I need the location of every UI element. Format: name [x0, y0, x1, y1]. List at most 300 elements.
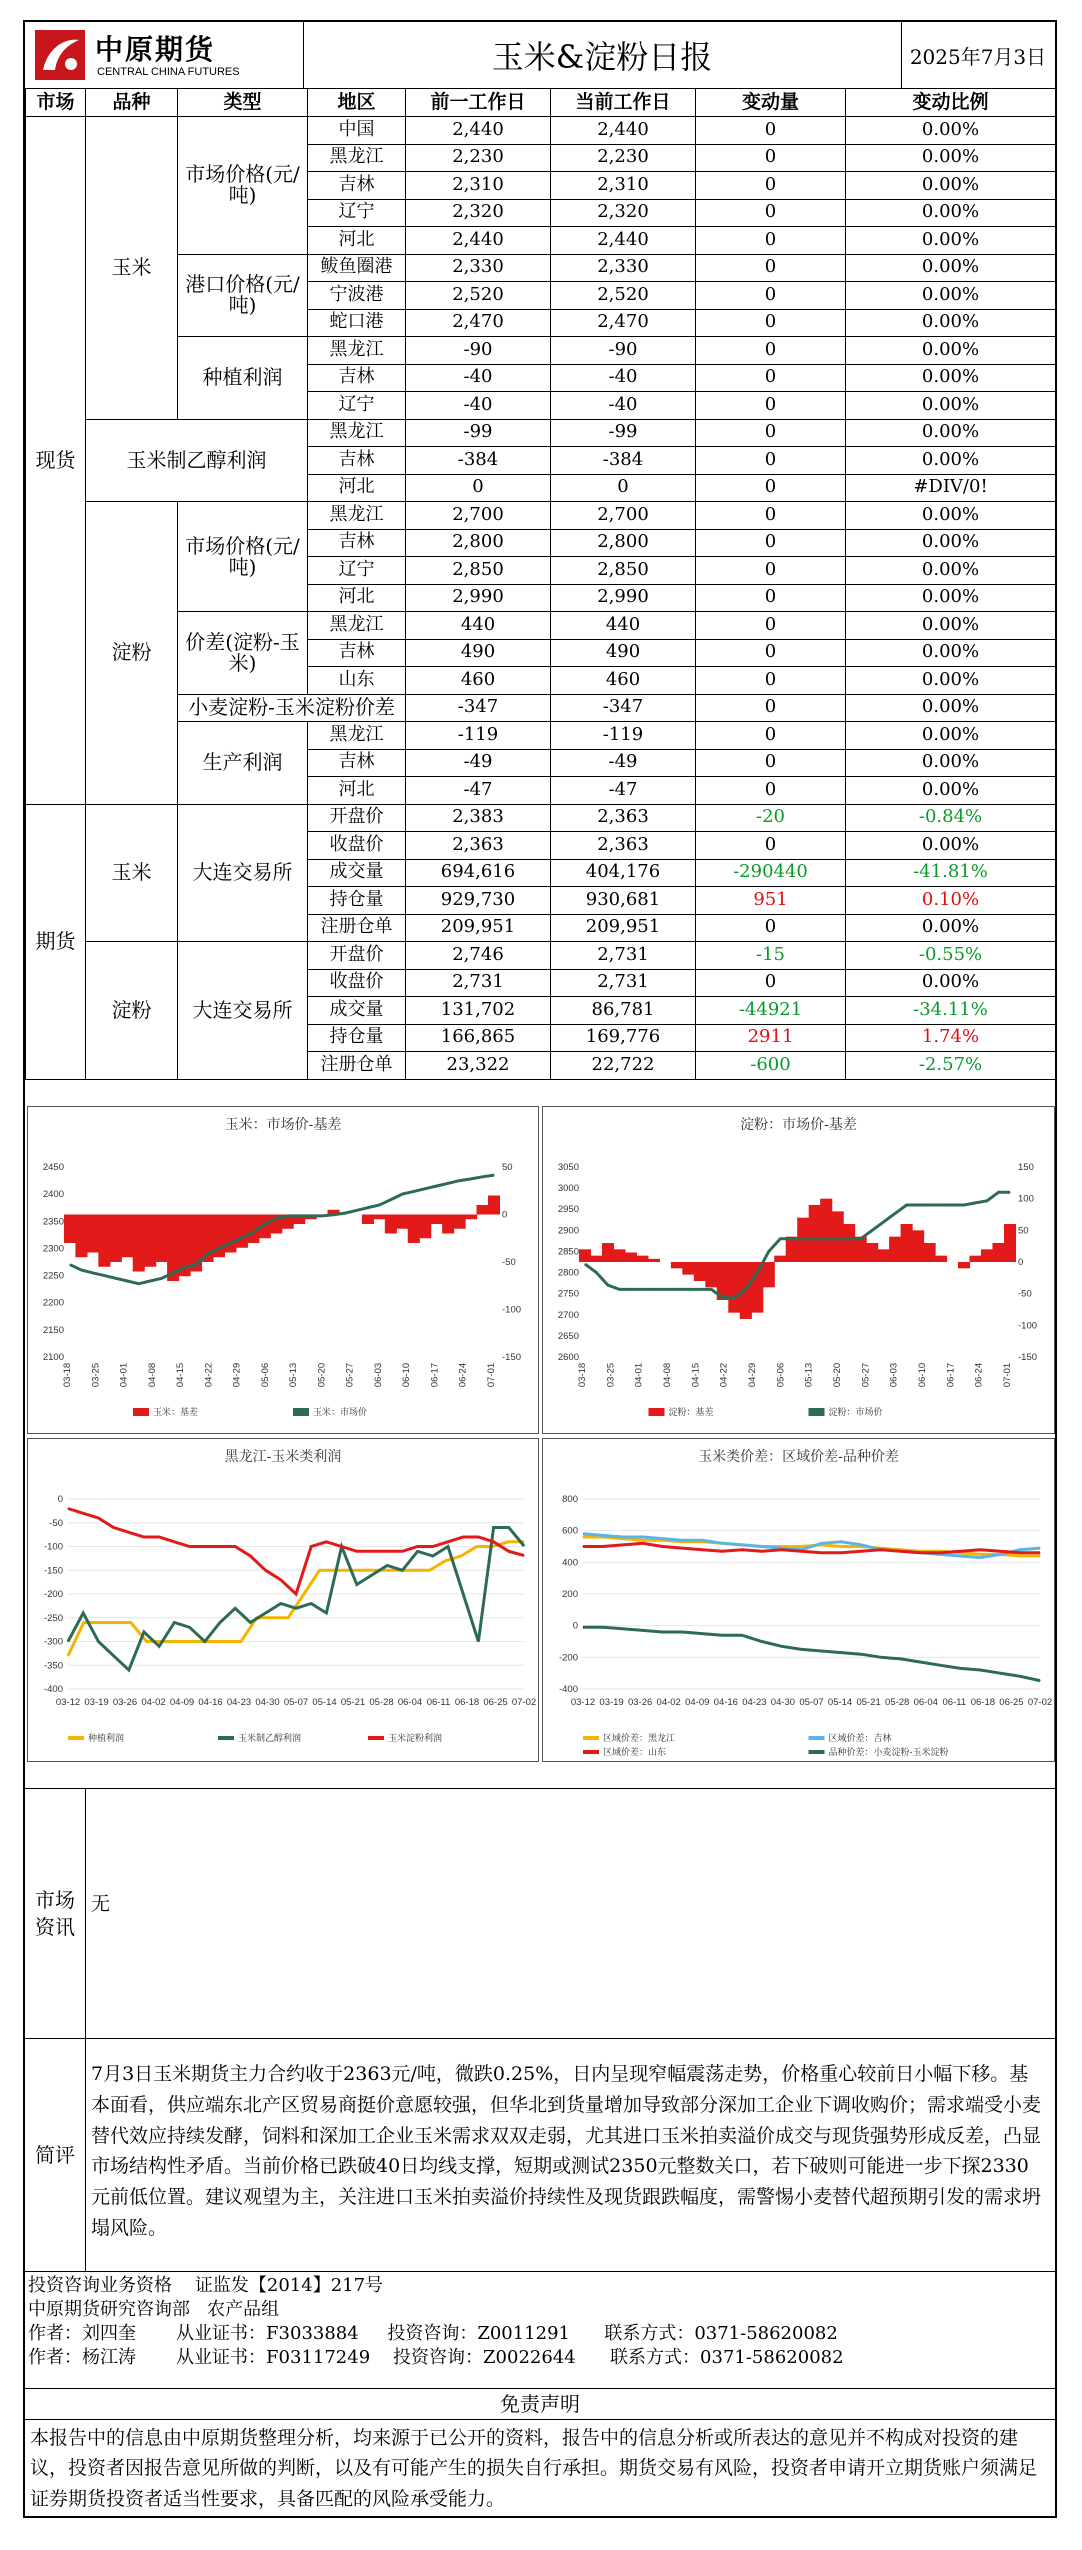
- legend-swatch: [368, 1736, 384, 1740]
- value-cell: 0: [696, 419, 846, 447]
- basis-area-bar: [981, 1249, 993, 1262]
- x-tick: 06-10: [401, 1362, 413, 1388]
- series-point: [1020, 1676, 1021, 1677]
- legend-label: 品种价差：小麦淀粉-玉米淀粉: [828, 1747, 949, 1757]
- y-left-tick: 2150: [42, 1324, 64, 1336]
- x-tick: 04-02: [141, 1697, 166, 1708]
- value-cell: 2,850: [406, 557, 551, 585]
- basis-area-bar: [477, 1205, 489, 1215]
- price-point: [860, 1238, 861, 1239]
- value-cell: 0: [696, 832, 846, 860]
- series-point: [622, 1536, 623, 1537]
- value-cell: 0: [696, 144, 846, 172]
- value-cell: -99: [551, 419, 696, 447]
- legend-label: 淀粉：市场价: [828, 1407, 883, 1417]
- x-tick: 03-18: [62, 1362, 73, 1388]
- basis-area-bar: [156, 1215, 168, 1263]
- y-tick: 0: [57, 1494, 63, 1505]
- legend-label: 玉米：市场价: [313, 1407, 368, 1417]
- price-point: [333, 1214, 334, 1215]
- x-tick: 04-29: [747, 1362, 758, 1388]
- series-point: [821, 1650, 822, 1651]
- price-point: [803, 1238, 804, 1239]
- y-left-tick: 2250: [42, 1270, 64, 1282]
- x-tick: 04-16: [198, 1697, 223, 1708]
- price-point: [264, 1223, 265, 1224]
- value-cell: 2,731: [406, 969, 551, 997]
- value-cell: 2,230: [551, 144, 696, 172]
- series-point: [250, 1555, 251, 1556]
- price-point: [630, 1289, 631, 1290]
- value-cell: 0: [696, 199, 846, 227]
- series-point: [67, 1655, 68, 1656]
- y-tick: 0: [572, 1620, 578, 1632]
- price-point: [688, 1289, 689, 1290]
- price-point: [299, 1215, 300, 1216]
- price-point: [872, 1230, 873, 1231]
- value-cell: -49: [406, 749, 551, 777]
- y-tick: 400: [562, 1557, 578, 1569]
- value-cell: -90: [551, 337, 696, 365]
- legend-label: 玉米：基差: [153, 1407, 199, 1417]
- value-cell: 2,440: [551, 227, 696, 255]
- series-point: [960, 1555, 961, 1556]
- legend-swatch: [809, 1736, 825, 1740]
- price-point: [184, 1267, 185, 1268]
- series-point: [1000, 1554, 1001, 1555]
- value-cell: -44921: [696, 997, 846, 1025]
- series-point: [523, 1545, 524, 1546]
- series-point: [250, 1622, 251, 1623]
- price-point: [745, 1289, 746, 1290]
- y-tick: 200: [562, 1589, 578, 1600]
- series-point: [508, 1527, 509, 1528]
- item-cell: 收盘价: [308, 832, 406, 860]
- value-cell: 0.00%: [846, 502, 1056, 530]
- price-point: [722, 1297, 723, 1298]
- series-point: [602, 1546, 603, 1547]
- chart-heilongjiang-profit: [27, 1438, 539, 1762]
- value-cell: 2911: [696, 1024, 846, 1052]
- x-tick: 05-14: [312, 1697, 337, 1708]
- y-tick: -350: [43, 1660, 63, 1672]
- series-point: [761, 1551, 762, 1552]
- type-label: 市场价格(元/吨): [178, 502, 308, 612]
- value-cell: 166,865: [406, 1024, 551, 1052]
- x-tick: 03-18: [577, 1362, 588, 1388]
- x-tick: 04-30: [255, 1697, 280, 1708]
- series-point: [523, 1541, 524, 1542]
- value-cell: 440: [551, 612, 696, 640]
- col-header: 前一工作日: [406, 89, 551, 117]
- series-point: [303, 1593, 304, 1594]
- series-point: [177, 1641, 178, 1642]
- legend-swatch: [809, 1408, 825, 1416]
- series-point: [861, 1551, 862, 1552]
- price-point: [425, 1188, 426, 1189]
- series-point: [143, 1631, 144, 1632]
- price-point: [448, 1183, 449, 1184]
- x-tick: 04-02: [656, 1697, 681, 1708]
- value-cell: 0.00%: [846, 777, 1056, 805]
- basis-area-bar: [373, 1215, 385, 1220]
- value-cell: -347: [551, 694, 696, 722]
- x-tick: 05-06: [259, 1362, 271, 1388]
- value-cell: 0.00%: [846, 694, 1056, 722]
- value-cell: 2,330: [406, 254, 551, 282]
- basis-area-bar: [224, 1215, 236, 1253]
- price-point: [413, 1191, 414, 1192]
- series-point: [980, 1557, 981, 1558]
- value-cell: 2,363: [406, 832, 551, 860]
- variety-label: 淀粉: [86, 502, 178, 805]
- basis-area-bar: [992, 1243, 1004, 1262]
- value-cell: 2,731: [551, 969, 696, 997]
- series-point: [99, 1622, 100, 1623]
- value-cell: 0.00%: [846, 309, 1056, 337]
- x-tick: 04-01: [633, 1362, 645, 1388]
- series-point: [741, 1549, 742, 1550]
- price-point: [791, 1238, 792, 1239]
- series-point: [189, 1627, 190, 1628]
- chart-starch-basis: [542, 1106, 1055, 1434]
- series-point: [67, 1641, 68, 1642]
- region-cell: 吉林: [308, 529, 406, 557]
- y-left-tick: 2700: [557, 1309, 579, 1321]
- price-point: [92, 1272, 93, 1273]
- x-tick: 06-17: [429, 1362, 441, 1388]
- price-point: [356, 1210, 357, 1211]
- series-point: [67, 1508, 68, 1509]
- x-tick: 06-18: [970, 1697, 996, 1708]
- series-point: [582, 1546, 583, 1547]
- series-point: [900, 1658, 901, 1659]
- price-point: [906, 1204, 907, 1205]
- col-header: 当前工作日: [551, 89, 696, 117]
- y-left-tick: 2450: [42, 1162, 64, 1173]
- basis-area-bar: [694, 1262, 706, 1281]
- value-cell: -384: [551, 447, 696, 475]
- price-point: [379, 1204, 380, 1205]
- series-point: [1020, 1555, 1021, 1556]
- series-point: [98, 1641, 99, 1642]
- x-tick: 05-27: [344, 1362, 356, 1388]
- report-header: [25, 22, 1055, 88]
- type-label: 市场价格(元/吨): [178, 117, 308, 255]
- price-point: [390, 1199, 391, 1200]
- series-point: [721, 1551, 722, 1552]
- item-cell: 注册仓单: [308, 914, 406, 942]
- region-cell: 黑龙江: [308, 144, 406, 172]
- series-point: [980, 1549, 981, 1550]
- price-point: [676, 1289, 677, 1290]
- value-cell: -41.81%: [846, 859, 1056, 887]
- series-point: [940, 1552, 941, 1553]
- basis-area-bar: [855, 1237, 867, 1262]
- market-data-table: [25, 88, 1056, 1080]
- value-cell: 440: [406, 612, 551, 640]
- series-point: [841, 1541, 842, 1542]
- value-cell: #DIV/0!: [846, 474, 1056, 502]
- price-point: [161, 1278, 162, 1279]
- price-point: [344, 1213, 345, 1214]
- series-point: [387, 1565, 388, 1566]
- series-point: [445, 1560, 446, 1561]
- basis-area-bar: [75, 1215, 87, 1258]
- basis-area-bar: [705, 1262, 717, 1287]
- y-left-tick: 2850: [557, 1246, 579, 1258]
- series-point: [1020, 1552, 1021, 1553]
- series-point: [702, 1549, 703, 1550]
- value-cell: 2,320: [406, 199, 551, 227]
- price-point: [276, 1218, 277, 1219]
- col-header: 变动量: [696, 89, 846, 117]
- value-cell: 2,700: [551, 502, 696, 530]
- series-point: [159, 1536, 160, 1537]
- x-tick: 05-27: [860, 1362, 872, 1388]
- region-cell: 吉林: [308, 364, 406, 392]
- price-point: [814, 1238, 815, 1239]
- value-cell: 209,951: [406, 914, 551, 942]
- series-point: [356, 1551, 357, 1552]
- value-cell: -2.57%: [846, 1052, 1056, 1080]
- series-point: [582, 1533, 583, 1534]
- item-cell: 收盘价: [308, 969, 406, 997]
- series-point: [280, 1579, 281, 1580]
- author-line-2: 作者：杨江涛 从业证书：F03117249 投资咨询：Z0022644 联系方式：0371-58620082: [28, 2347, 844, 2368]
- legend-label: 淀粉：基差: [668, 1407, 714, 1417]
- value-cell: 0: [696, 584, 846, 612]
- basis-area-bar: [465, 1215, 477, 1220]
- series-point: [371, 1551, 372, 1552]
- x-tick: 03-12: [570, 1697, 596, 1708]
- series-point: [371, 1574, 372, 1575]
- series-point: [841, 1552, 842, 1553]
- series-point: [940, 1665, 941, 1666]
- value-cell: 0: [696, 254, 846, 282]
- series-point: [582, 1627, 583, 1628]
- col-header: 品种: [86, 89, 178, 117]
- y-tick: -400: [43, 1684, 63, 1695]
- basis-area-bar: [385, 1215, 397, 1234]
- series-point: [128, 1532, 129, 1533]
- type-label: 价差(淀粉-玉米): [178, 612, 308, 695]
- value-cell: 0.00%: [846, 639, 1056, 667]
- series-point: [366, 1570, 367, 1571]
- series-point: [602, 1627, 603, 1628]
- value-cell: 0: [696, 777, 846, 805]
- price-point: [780, 1238, 781, 1239]
- value-cell: 0: [406, 474, 551, 502]
- price-point: [596, 1272, 597, 1273]
- series-point: [272, 1617, 273, 1618]
- series-point: [417, 1546, 418, 1547]
- series-point: [413, 1570, 414, 1571]
- value-cell: 0.00%: [846, 172, 1056, 200]
- table-row: [26, 117, 1056, 145]
- value-cell: 0.00%: [846, 969, 1056, 997]
- x-tick: 03-12: [55, 1697, 81, 1708]
- logo-cn-text: 中原期货: [95, 33, 216, 66]
- value-cell: 0: [696, 639, 846, 667]
- y-right-tick: -100: [502, 1304, 522, 1316]
- basis-area-bar: [889, 1237, 901, 1262]
- series-point: [582, 1536, 583, 1537]
- value-cell: 2,230: [406, 144, 551, 172]
- value-cell: -34.11%: [846, 997, 1056, 1025]
- x-tick: 05-13: [803, 1362, 815, 1388]
- series-point: [402, 1570, 403, 1571]
- basis-area-bar: [419, 1215, 431, 1239]
- value-cell: 169,776: [551, 1024, 696, 1052]
- series-point: [1039, 1680, 1040, 1681]
- y-left-tick: 2650: [557, 1330, 579, 1342]
- series-point: [295, 1608, 296, 1609]
- series-point: [920, 1552, 921, 1553]
- basis-area-bar: [958, 1262, 970, 1268]
- y-left-tick: 2400: [42, 1189, 64, 1201]
- price-point: [699, 1289, 700, 1290]
- series-point: [721, 1543, 722, 1544]
- value-cell: 2,700: [406, 502, 551, 530]
- y-right-tick: 0: [502, 1209, 508, 1221]
- item-cell: 开盘价: [308, 804, 406, 832]
- region-cell: 河北: [308, 777, 406, 805]
- value-cell: -347: [406, 694, 551, 722]
- region-cell: 鲅鱼圈港: [308, 254, 406, 282]
- value-cell: 0: [696, 309, 846, 337]
- value-cell: 0.00%: [846, 612, 1056, 640]
- x-tick: 05-07: [799, 1697, 824, 1708]
- series-point: [642, 1536, 643, 1537]
- value-cell: 2,800: [406, 529, 551, 557]
- series-point: [356, 1584, 357, 1585]
- price-point: [230, 1242, 231, 1243]
- col-header: 类型: [178, 89, 308, 117]
- basis-area-bar: [64, 1215, 76, 1244]
- series-point: [900, 1551, 901, 1552]
- series-point: [447, 1541, 448, 1542]
- series-point: [721, 1635, 722, 1636]
- value-cell: 2,440: [406, 117, 551, 145]
- region-cell: 河北: [308, 474, 406, 502]
- x-tick: 04-22: [203, 1362, 215, 1388]
- department-line: 中原期货研究咨询部 农产品组: [28, 2299, 280, 2320]
- series-point: [143, 1536, 144, 1537]
- value-cell: -20: [696, 804, 846, 832]
- price-point: [150, 1280, 151, 1281]
- price-point: [207, 1253, 208, 1254]
- series-point: [319, 1570, 320, 1571]
- series-point: [508, 1551, 509, 1552]
- variety-label: 淀粉: [86, 942, 178, 1080]
- price-point: [69, 1264, 70, 1265]
- item-cell: 开盘价: [308, 942, 406, 970]
- basis-area-bar: [488, 1196, 500, 1215]
- series-point: [1039, 1552, 1040, 1553]
- region-cell: 山东: [308, 667, 406, 695]
- series-point: [265, 1570, 266, 1571]
- market-news-section: [25, 1788, 1055, 2039]
- series-point: [682, 1547, 683, 1548]
- news-label: 市场资讯: [25, 1789, 86, 2039]
- item-cell: 成交量: [308, 997, 406, 1025]
- chart-title: 玉米类价差：区域价差-品种价差: [698, 1448, 899, 1464]
- region-cell: 中国: [308, 117, 406, 145]
- region-cell: 河北: [308, 584, 406, 612]
- series-point: [240, 1641, 241, 1642]
- y-tick: -300: [43, 1636, 63, 1648]
- value-cell: 0.00%: [846, 282, 1056, 310]
- y-right-tick: 50: [502, 1162, 513, 1173]
- series-point: [1039, 1555, 1040, 1556]
- price-point: [138, 1283, 139, 1284]
- series-point: [880, 1549, 881, 1550]
- series-point: [326, 1612, 327, 1613]
- y-right-tick: -150: [1018, 1352, 1038, 1363]
- series-point: [113, 1527, 114, 1528]
- value-cell: 0: [696, 364, 846, 392]
- series-point: [920, 1661, 921, 1662]
- series-point: [880, 1657, 881, 1658]
- x-tick: 05-06: [775, 1362, 787, 1388]
- basis-area-bar: [1004, 1224, 1016, 1262]
- series-point: [83, 1612, 84, 1613]
- series-point: [682, 1631, 683, 1632]
- basis-area-bar: [408, 1215, 420, 1244]
- price-point: [665, 1289, 666, 1290]
- x-tick: 06-25: [483, 1697, 508, 1708]
- legend-label: 玉米制乙醇利润: [238, 1733, 302, 1743]
- x-tick: 05-13: [288, 1362, 300, 1388]
- value-cell: 0: [696, 529, 846, 557]
- x-tick: 04-01: [118, 1362, 130, 1388]
- value-cell: 0: [696, 722, 846, 750]
- value-cell: -290440: [696, 859, 846, 887]
- value-cell: 404,176: [551, 859, 696, 887]
- y-right-tick: -50: [502, 1257, 516, 1268]
- basis-area-bar: [878, 1249, 890, 1262]
- value-cell: 0: [696, 392, 846, 420]
- market-label: 期货: [26, 804, 86, 1079]
- x-tick: 03-26: [112, 1697, 138, 1708]
- price-point: [768, 1251, 769, 1252]
- value-cell: 2,800: [551, 529, 696, 557]
- x-tick: 04-15: [175, 1362, 187, 1388]
- item-cell: 注册仓单: [308, 1052, 406, 1080]
- series-point: [417, 1551, 418, 1552]
- series-point: [1000, 1551, 1001, 1552]
- company-logo: [25, 22, 304, 88]
- legend-label: 区域价差：山东: [603, 1747, 667, 1757]
- y-tick: -150: [43, 1565, 63, 1577]
- y-tick: -50: [49, 1517, 63, 1529]
- x-tick: 04-30: [770, 1697, 796, 1708]
- x-tick: 05-21: [340, 1697, 366, 1708]
- basis-area-bar: [625, 1253, 637, 1263]
- value-cell: 460: [551, 667, 696, 695]
- basis-area-bar: [579, 1249, 591, 1262]
- value-cell: 0.00%: [846, 832, 1056, 860]
- basis-area-bar: [843, 1224, 855, 1262]
- price-point: [104, 1275, 105, 1276]
- value-cell: 0: [696, 172, 846, 200]
- table-row: [26, 502, 1056, 530]
- y-left-tick: 2950: [557, 1204, 579, 1216]
- series-point: [219, 1622, 220, 1623]
- col-header: 地区: [308, 89, 406, 117]
- x-tick: 05-28: [369, 1697, 394, 1708]
